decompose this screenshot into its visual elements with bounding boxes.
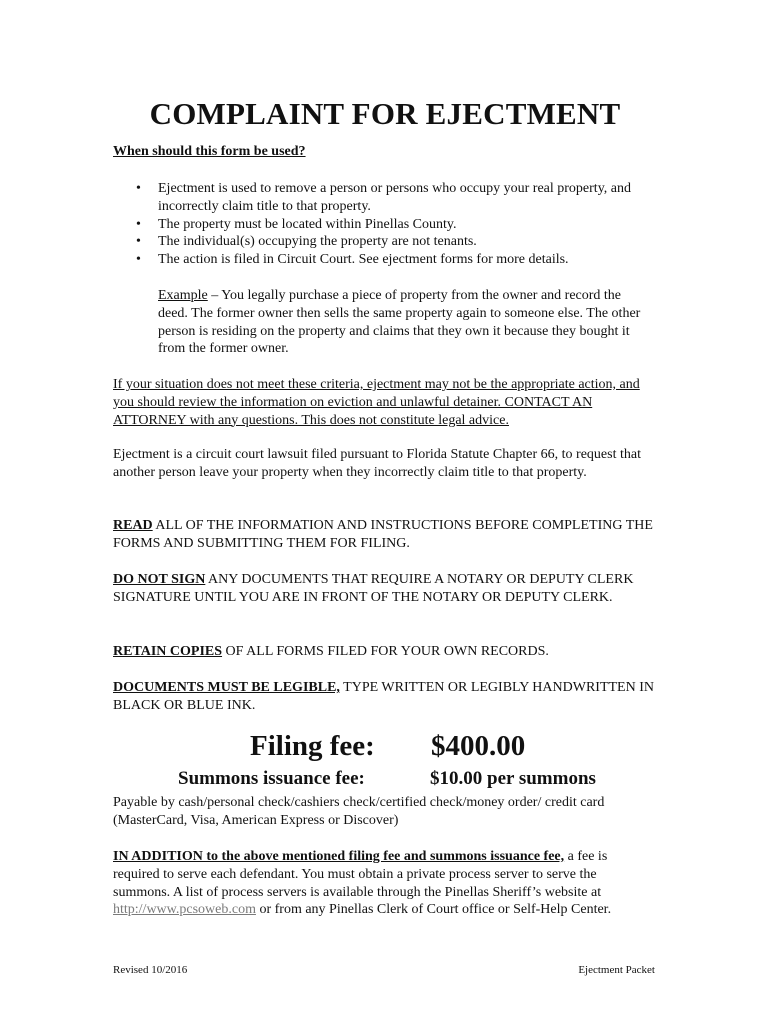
list-item: • Ejectment is used to remove a person or persons who occupy your real property, and incorrectly claim title to that property. <box>136 181 632 214</box>
list-item: • The individual(s) occupying the property are not tenants. <box>136 234 477 250</box>
packet-name: Ejectment Packet <box>578 964 655 976</box>
payment-methods: Payable by cash/personal check/cashiers check/certified check/money order/ credit card (MasterCard, Visa, American Express or Discover) <box>113 795 605 828</box>
list-item: • The action is filed in Circuit Court. See ejectment forms for more details. <box>136 252 569 268</box>
bullet-icon: • <box>136 252 141 268</box>
criteria-warning: If your situation does not meet these criteria, ejectment may not be the appropriate action, and you should review the information on eviction and unlawful detainer. CONTACT AN ATTORNEY with any questions. This does not constitute legal advice. <box>113 377 640 428</box>
summons-fee-line <box>0 768 770 792</box>
sheriff-website-link[interactable]: http://www.pcsoweb.com <box>113 902 256 918</box>
revision-date: Revised 10/2016 <box>113 964 188 976</box>
filing-fee-line <box>0 730 770 770</box>
list-item: • The property must be located within Pinellas County. <box>136 216 457 232</box>
filing-fee-amount: $400.00 <box>431 730 526 762</box>
legible-instruction: DOCUMENTS MUST BE LEGIBLE, TYPE WRITTEN OR LEGIBLY HANDWRITTEN IN BLACK OR BLUE INK. <box>113 680 654 713</box>
read-instruction: READ ALL OF THE INFORMATION AND INSTRUCTIONS BEFORE COMPLETING THE FORMS AND SUBMITTING THEM FOR FILING. <box>113 518 653 551</box>
section-heading-when-used: When should this form be used? <box>113 144 306 159</box>
process-server-paragraph: IN ADDITION to the above mentioned filing fee and summons issuance fee, a fee is required to serve each defendant. You must obtain a private process server to serve the summons. A list of process servers is available through the Pinellas Sheriff’s website at http://www.pcsoweb.com or from any Pinellas Clerk of Court office or Self-Help Center. <box>113 849 612 918</box>
bullet-icon: • <box>136 234 141 250</box>
intro-paragraph: Ejectment is a circuit court lawsuit filed pursuant to Florida Statute Chapter 66, to request that another person leave your property when they incorrectly claim title to that property. <box>113 447 641 480</box>
example-paragraph: Example – You legally purchase a piece of property from the owner and record the deed. The former owner then sells the same property again to someone else. The other person is residing on the property and claims that they own it because they bought it from the former owner. <box>158 288 641 357</box>
retain-copies-instruction: RETAIN COPIES OF ALL FORMS FILED FOR YOUR OWN RECORDS. <box>113 644 549 659</box>
example-label: Example <box>158 288 208 303</box>
do-not-sign-instruction: DO NOT SIGN ANY DOCUMENTS THAT REQUIRE A NOTARY OR DEPUTY CLERK SIGNATURE UNTIL YOU ARE IN FRONT OF THE NOTARY OR DEPUTY CLERK. <box>113 572 634 605</box>
criteria-list <box>113 180 688 269</box>
summons-fee-label: Summons issuance fee: <box>178 768 365 789</box>
summons-fee-amount: $10.00 per summons <box>430 768 596 789</box>
bullet-icon: • <box>136 181 141 196</box>
filing-fee-label: Filing fee: <box>250 730 375 762</box>
bullet-icon: • <box>136 216 141 232</box>
page-title: COMPLAINT FOR EJECTMENT <box>149 96 621 131</box>
